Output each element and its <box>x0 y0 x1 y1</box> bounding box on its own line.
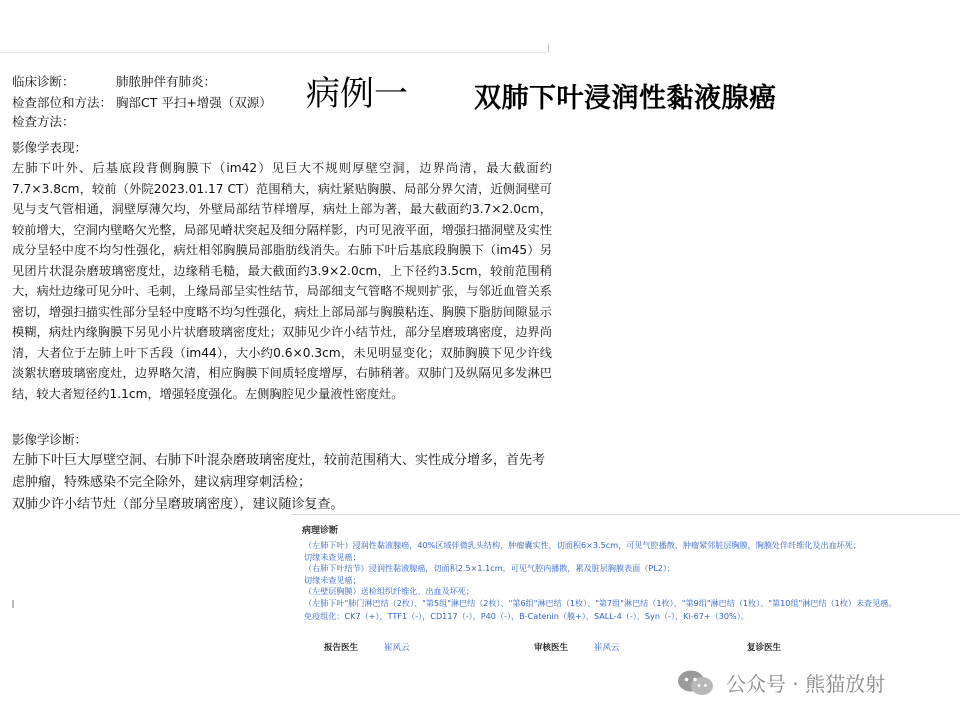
review-doctor-label: 审核医生 <box>534 643 569 653</box>
edge-mark <box>12 600 14 608</box>
pathology-lines <box>304 540 954 610</box>
exam-method-row <box>12 93 272 111</box>
findings-text: 左肺下叶外、后基底段背侧胸膜下（im42）见巨大不规则厚壁空洞，边界尚清，最大截面约7.7×3.8cm，较前（外院2023.01.17 CT）范围稍大，病灶紧贴胸膜、局部分界欠清，近侧洞壁可见与支气管相通，洞壁厚薄欠均，外壁局部结节样增厚，病灶上部为著，最大截面约3.7×2.0cm，较前增大，空洞内壁略欠光整，局部见嵴状突起及细分隔样影，内可见液平面，增强扫描洞壁及实性成分呈轻中度不均匀性强化，病灶相邻胸膜局部脂肪线消失。右肺下叶后基底段胸膜下（im45）另见团片状混杂磨玻璃密度灶，边缘稍毛糙，最大截面约3.9×2.0cm，上下径约3.5cm，较前范围稍大，病灶边缘可见分叶、毛刺，上缘局部呈实性结节，局部细支气管略不规则扩张，与邻近血管关系密切，增强扫描实性部分呈轻中度略不均匀性强化，病灶上部局部与胸膜粘连、胸膜下脂肪间隙显示模糊，病灶内缘胸膜下另见小片状磨玻璃密度灶；双肺见少许小结节灶，部分呈磨玻璃密度，边界尚清，大者位于左肺上叶下舌段（im44），大小约0.6×0.3cm，未见明显变化；双肺胸膜下见少许线淡絮状磨玻璃密度灶，边界略欠清，相应胸膜下间质轻度增厚，右肺稍著。双肺门及纵隔见多发淋巴结，较大者短径约1.1cm，增强轻度强化。左侧胸腔见少量液性密度灶。 <box>12 161 552 401</box>
clinical-diagnosis-label: 临床诊断： <box>12 74 75 89</box>
wechat-logo-icon <box>676 669 716 697</box>
pathology-line: （右肺下叶结节）浸润性黏液腺癌，切面积2.5×1.1cm，可见气腔内播散，累及脏层胸膜表面（PL2）； <box>304 563 676 574</box>
watermark-text: 公众号 · 熊猫放射 <box>726 672 886 696</box>
impression-line: 双肺少许小结节灶（部分呈磨玻璃密度），建议随诊复查。 <box>12 497 344 512</box>
top-divider <box>0 52 548 53</box>
impression-line: 左肺下叶巨大厚壁空洞、右肺下叶混杂磨玻璃密度灶，较前范围稍大、实性成分增多，首先考 <box>12 453 546 468</box>
watermark <box>676 668 885 697</box>
case-diagnosis-title: 双肺下叶浸润性黏液腺癌 <box>474 83 777 114</box>
impression-heading: 影像学诊断： <box>12 432 88 447</box>
exam-method-label: 检查部位和方法： <box>12 95 113 110</box>
immunohistochemistry-line: 免疫组化：CK7（+），TTF1（-），CD117（-），P40（-），B-Catenin（膜+），SALL-4（-），Syn（-），Ki-67+（30%）。 <box>304 611 749 621</box>
findings-heading: 影像学表现： <box>12 140 88 155</box>
exam-method-value: 胸部CT 平扫+增强（双源） <box>116 95 272 110</box>
pathology-heading: 病理诊断 <box>302 526 339 536</box>
report-doctor <box>324 641 410 653</box>
top-corner-mark <box>548 44 552 52</box>
pathology-line: （左肺下叶"肺门淋巴结（2枚）、"第5组"淋巴结（2枚）、"第6组"淋巴结（1枚）、"第7组"淋巴结（1枚）、"第9组"淋巴结（1枚）、"第10组"淋巴结（1枚）未查见癌。 <box>304 597 897 608</box>
review-doctor-name: 崔风云 <box>594 643 620 653</box>
exam-technique-row <box>12 112 75 130</box>
clinical-diagnosis-value: 肺脓肿伴有肺炎： <box>116 74 217 89</box>
pathology-line: （左肺下叶）浸润性黏液腺癌，40%区域伴微乳头结构，肿瘤囊实性，切面积6×3.5cm，可见气腔播散，肿瘤紧邻脏层胸膜，胸膜处伴纤维化及出血坏死； <box>304 540 861 550</box>
clinical-diagnosis-row <box>12 72 216 90</box>
impression-text <box>12 450 557 516</box>
report-doctor-name: 崔风云 <box>384 643 410 653</box>
pathology-line: 切缘未查见癌； <box>304 551 361 562</box>
recheck-doctor-label: 复诊医生 <box>747 643 782 653</box>
recheck-doctor <box>747 641 807 653</box>
pathology-line: （左壁层胸膜）送检组织纤维化、出血及坏死； <box>304 586 474 597</box>
report-doctor-label: 报告医生 <box>324 643 359 653</box>
case-title: 病例一 <box>306 74 408 114</box>
exam-technique-label: 检查方法： <box>12 114 75 129</box>
review-doctor <box>534 641 620 653</box>
pathology-line: 切缘未查见癌； <box>304 574 361 585</box>
impression-line: 虑肿瘤，特殊感染不完全除外，建议病理穿刺活检； <box>12 475 312 490</box>
pathology-report <box>292 514 960 660</box>
